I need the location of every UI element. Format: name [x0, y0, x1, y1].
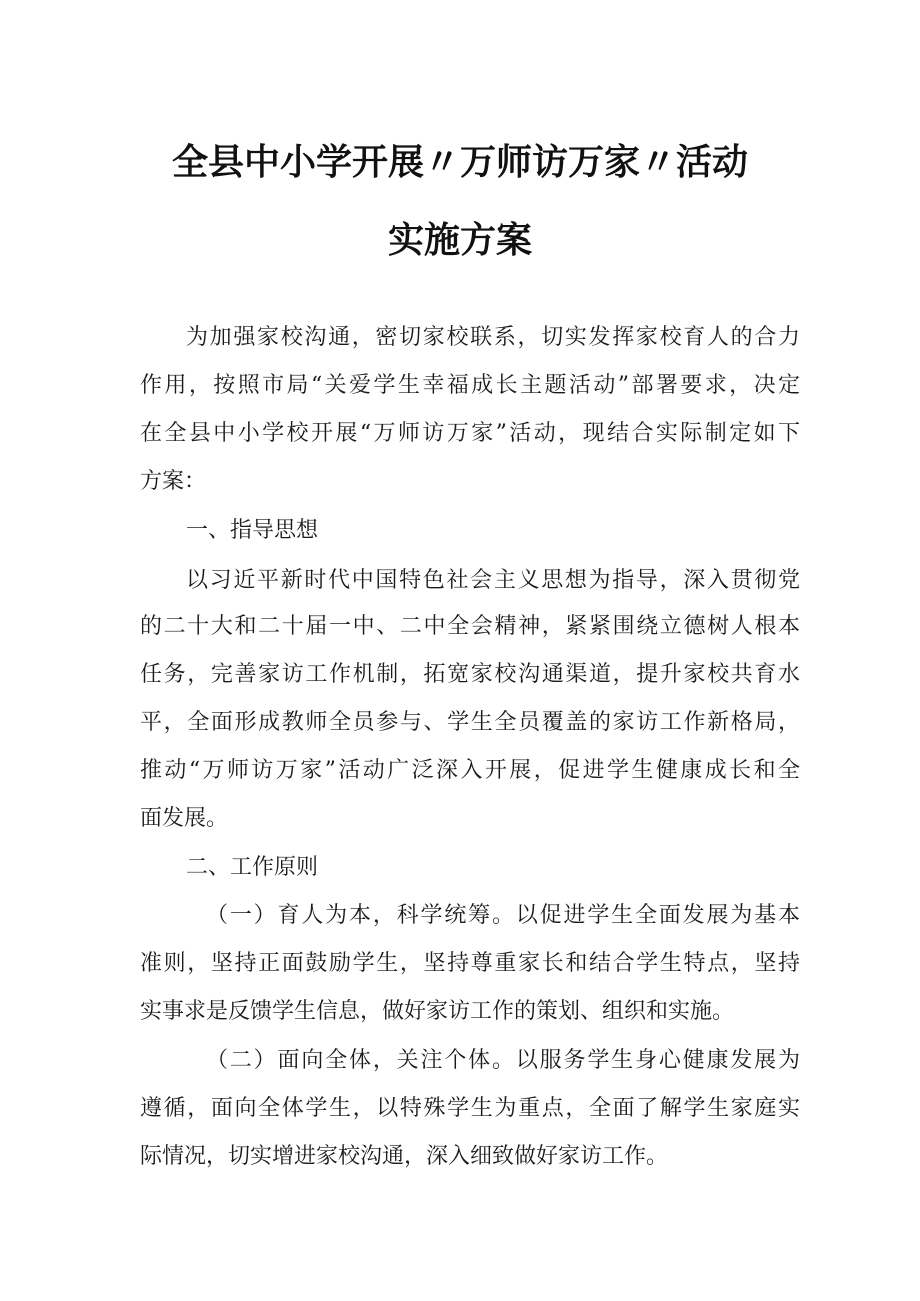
intro-line: 在全县中小学校开展“万师访万家”活动，现结合实际制定如下 — [140, 421, 800, 446]
document-title-line-1: 全县中小学开展〃万师访万家〃活动 — [171, 142, 748, 183]
principle-1-line: 实事求是反馈学生信息，做好家访工作的策划、组织和实施。 — [140, 999, 735, 1024]
intro-line: 方案： — [140, 469, 207, 494]
principle-1-line: （一）育人为本，科学统筹。以促进学生全面发展为基本 — [206, 903, 800, 928]
section-1-line: 面发展。 — [140, 806, 229, 831]
principle-1-line: 准则，坚持正面鼓励学生，坚持尊重家长和结合学生特点，坚持 — [140, 951, 800, 976]
section-1-heading: 一、指导思想 — [186, 518, 319, 543]
principle-2-line: 遵循，面向全体学生，以特殊学生为重点，全面了解学生家庭实 — [140, 1096, 800, 1121]
section-2-heading: 二、工作原则 — [186, 855, 319, 880]
section-1-line: 的二十大和二十届一中、二中全会精神，紧紧围绕立德树人根本 — [140, 614, 800, 639]
section-1-line: 任务，完善家访工作机制，拓宽家校沟通渠道，提升家校共育水 — [140, 662, 800, 687]
section-1-line: 平，全面形成教师全员参与、学生全员覆盖的家访工作新格局， — [140, 710, 800, 735]
intro-line: 作用，按照市局“关爱学生幸福成长主题活动”部署要求，决定 — [140, 373, 800, 398]
document-title-line-2: 实施方案 — [387, 220, 532, 261]
intro-line: 为加强家校沟通，密切家校联系，切实发挥家校育人的合力 — [186, 325, 800, 350]
section-1-line: 以习近平新时代中国特色社会主义思想为指导，深入贯彻党 — [186, 568, 800, 593]
section-1-line: 推动“万师访万家”活动广泛深入开展，促进学生健康成长和全 — [140, 758, 800, 783]
principle-2-line: （二）面向全体，关注个体。以服务学生身心健康发展为 — [206, 1048, 800, 1073]
principle-2-line: 际情况，切实增进家校沟通，深入细致做好家访工作。 — [140, 1144, 669, 1169]
